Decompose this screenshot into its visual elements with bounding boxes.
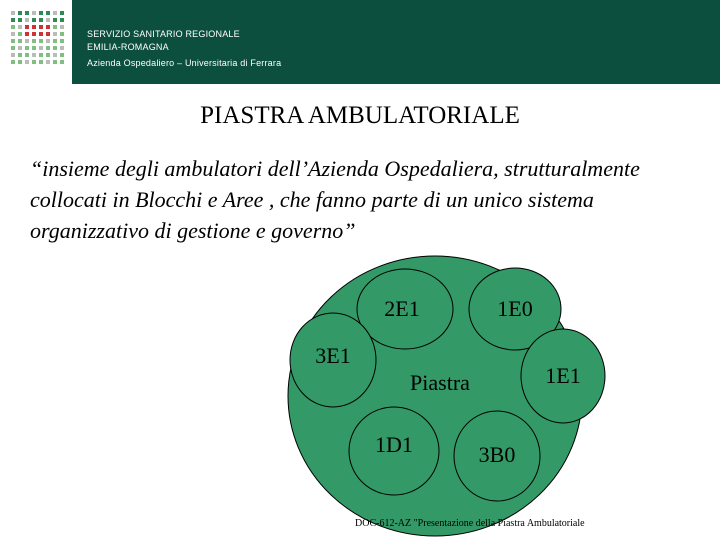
node-label-1d1: 1D1 (375, 432, 413, 457)
document-footer: DOC-612-AZ "Presentazione della Piastra Ambulatoriale (355, 518, 585, 529)
definition-quote: “insieme degli ambulatori dell’Azienda Ospedaliera, strutturalmente collocati in Blocchi e Aree , che fanno parte di un unico sistema organizzativo di gestione e governo” (30, 156, 640, 243)
page-title: PIASTRA AMBULATORIALE (200, 102, 520, 129)
header-line-3: Azienda Ospedaliero – Universitaria di Ferrara (87, 58, 282, 68)
piastra-center-label: Piastra (410, 370, 470, 395)
header-line-2: EMILIA-ROMAGNA (87, 42, 169, 52)
node-label-1e1: 1E1 (545, 363, 581, 388)
node-label-1e0: 1E0 (497, 296, 533, 321)
node-label-3e1: 3E1 (315, 343, 351, 368)
node-label-3b0: 3B0 (478, 442, 516, 467)
header-line-1: SERVIZIO SANITARIO REGIONALE (87, 29, 240, 39)
node-label-2e1: 2E1 (384, 296, 420, 321)
